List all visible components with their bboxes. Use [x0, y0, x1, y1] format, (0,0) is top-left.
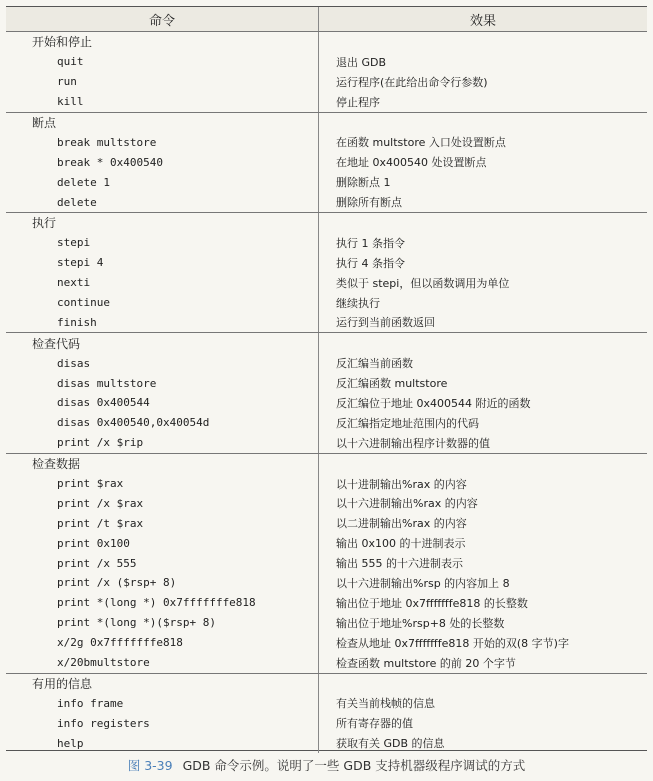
table-row	[6, 393, 647, 413]
command-cell: stepi 4	[6, 253, 319, 273]
command-cell: continue	[6, 293, 319, 313]
command-cell: delete	[6, 192, 319, 212]
table-row	[6, 633, 647, 653]
effect-cell: 运行到当前函数返回	[336, 316, 435, 330]
command-cell: quit	[6, 52, 319, 72]
caption-text: GDB 命令示例。说明了一些 GDB 支持机器级程序调试的方式	[182, 758, 526, 773]
command-cell: disas multstore	[6, 373, 319, 393]
effect-cell: 反汇编位于地址 0x400544 附近的函数	[336, 396, 531, 410]
section-title-row	[6, 333, 647, 353]
effect-cell: 以十六进制输出%rax 的内容	[336, 497, 478, 511]
effect-cell: 类似于 stepi，但以函数调用为单位	[336, 276, 510, 290]
command-cell: run	[6, 72, 319, 92]
command-cell: print /x 555	[6, 553, 319, 573]
effect-cell: 检查从地址 0x7fffffffe818 开始的双(8 字节)字	[336, 636, 569, 650]
section-title: 检查代码	[6, 333, 319, 353]
command-cell: print /t $rax	[6, 513, 319, 533]
section-title-row	[6, 213, 647, 233]
table-row	[6, 613, 647, 633]
command-cell: print $rax	[6, 474, 319, 494]
section-title-blank	[319, 333, 647, 353]
command-cell: print *(long *) 0x7fffffffe818	[6, 593, 319, 613]
table-row	[6, 312, 647, 332]
header-command: 命令	[6, 7, 319, 31]
effect-cell: 停止程序	[336, 95, 380, 109]
section-title: 执行	[6, 213, 319, 233]
table-row	[6, 132, 647, 152]
table-row	[6, 474, 647, 494]
section-title-row	[6, 113, 647, 133]
command-cell: stepi	[6, 233, 319, 253]
effect-cell: 以十六进制输出程序计数器的值	[336, 436, 490, 450]
table-row	[6, 192, 647, 212]
table-row	[6, 653, 647, 673]
effect-cell: 获取有关 GDB 的信息	[336, 737, 445, 751]
section-title-row	[6, 454, 647, 474]
effect-cell: 反汇编当前函数	[336, 357, 413, 371]
table-row	[6, 152, 647, 172]
command-cell: disas 0x400544	[6, 393, 319, 413]
gdb-command-table	[6, 6, 647, 751]
section-title-blank	[319, 454, 647, 474]
section	[6, 454, 647, 674]
command-cell: break * 0x400540	[6, 152, 319, 172]
effect-cell: 有关当前栈帧的信息	[336, 697, 435, 711]
table-row	[6, 373, 647, 393]
table-row	[6, 293, 647, 313]
table-row	[6, 533, 647, 553]
effect-cell: 执行 1 条指令	[336, 236, 405, 250]
effect-cell: 反汇编指定地址范围内的代码	[336, 416, 479, 430]
effect-cell: 退出 GDB	[336, 55, 387, 69]
table-row	[6, 172, 647, 192]
table-header	[6, 7, 647, 32]
section-title-row	[6, 674, 647, 694]
command-cell: x/2g 0x7fffffffe818	[6, 633, 319, 653]
command-cell: finish	[6, 312, 319, 332]
effect-cell: 在地址 0x400540 处设置断点	[336, 156, 487, 170]
command-cell: print /x $rip	[6, 433, 319, 453]
table-row	[6, 353, 647, 373]
effect-cell: 输出位于地址 0x7fffffffe818 的长整数	[336, 596, 528, 610]
effect-cell: 继续执行	[336, 296, 380, 310]
table-row	[6, 253, 647, 273]
effect-cell: 以二进制输出%rax 的内容	[336, 517, 467, 531]
effect-cell: 删除断点 1	[336, 176, 391, 190]
table-row	[6, 593, 647, 613]
command-cell: disas 0x400540,0x40054d	[6, 413, 319, 433]
table-row	[6, 413, 647, 433]
table-row	[6, 72, 647, 92]
section-title-blank	[319, 674, 647, 694]
section-title: 断点	[6, 113, 319, 133]
effect-cell: 输出位于地址%rsp+8 处的长整数	[336, 616, 505, 630]
section	[6, 213, 647, 333]
section-title-blank	[319, 213, 647, 233]
command-cell: nexti	[6, 273, 319, 293]
section-title-blank	[319, 113, 647, 133]
effect-cell: 运行程序(在此给出命令行参数)	[336, 75, 488, 89]
figure-caption	[0, 756, 653, 774]
effect-cell: 反汇编函数 multstore	[336, 377, 448, 391]
section-title: 检查数据	[6, 454, 319, 474]
command-cell: print 0x100	[6, 533, 319, 553]
effect-cell: 检查函数 multstore 的前 20 个字节	[336, 656, 516, 670]
section	[6, 32, 647, 113]
command-cell: delete 1	[6, 172, 319, 192]
section	[6, 674, 647, 754]
table-row	[6, 733, 647, 753]
effect-cell: 输出 0x100 的十进制表示	[336, 537, 466, 551]
command-cell: help	[6, 733, 319, 753]
section	[6, 113, 647, 213]
table-row	[6, 693, 647, 713]
table-row	[6, 433, 647, 453]
command-cell: x/20bmultstore	[6, 653, 319, 673]
command-cell: print /x $rax	[6, 493, 319, 513]
effect-cell: 以十六进制输出%rsp 的内容加上 8	[336, 576, 510, 590]
effect-cell: 执行 4 条指令	[336, 256, 405, 270]
effect-cell: 以十进制输出%rax 的内容	[336, 477, 467, 491]
section-title-blank	[319, 32, 647, 52]
command-cell: info frame	[6, 693, 319, 713]
table-row	[6, 513, 647, 533]
command-cell: print *(long *)($rsp+ 8)	[6, 613, 319, 633]
command-cell: disas	[6, 353, 319, 373]
effect-cell: 在函数 multstore 入口处设置断点	[336, 136, 506, 150]
command-cell: print /x ($rsp+ 8)	[6, 573, 319, 593]
table-row	[6, 233, 647, 253]
effect-cell: 删除所有断点	[336, 196, 402, 210]
command-cell: kill	[6, 92, 319, 112]
table-row	[6, 713, 647, 733]
effect-cell: 输出 555 的十六进制表示	[336, 557, 463, 571]
table-body	[6, 32, 647, 753]
table-row	[6, 273, 647, 293]
figure-number: 图 3-39	[127, 758, 173, 773]
effect-cell: 所有寄存器的值	[336, 717, 413, 731]
section-title: 有用的信息	[6, 674, 319, 694]
section	[6, 333, 647, 453]
command-cell: break multstore	[6, 132, 319, 152]
table-row	[6, 493, 647, 513]
section-title: 开始和停止	[6, 32, 319, 52]
table-row	[6, 52, 647, 72]
table-row	[6, 573, 647, 593]
command-cell: info registers	[6, 713, 319, 733]
table-row	[6, 553, 647, 573]
section-title-row	[6, 32, 647, 52]
table-row	[6, 92, 647, 112]
header-effect: 效果	[469, 13, 496, 29]
